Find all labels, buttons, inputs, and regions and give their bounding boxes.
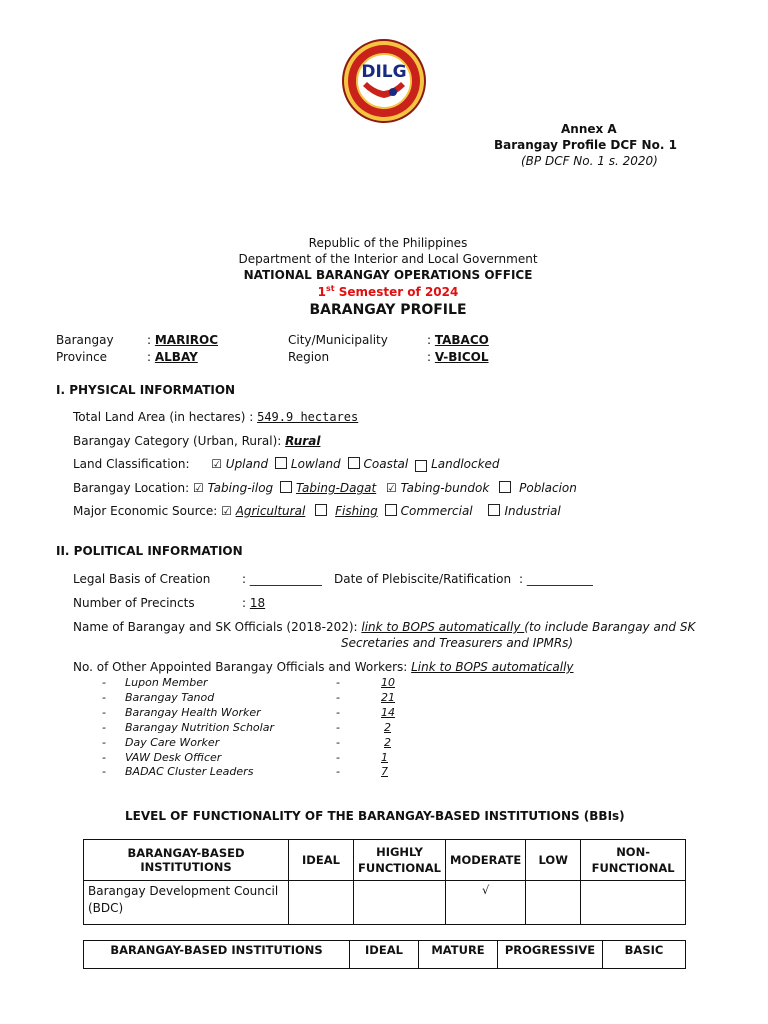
table-cell[interactable] [354, 881, 446, 925]
annex-title: Annex A [561, 122, 617, 136]
worker-count: 2 [384, 721, 391, 734]
tabing-ilog-checkbox[interactable]: ☑ [193, 481, 204, 495]
column-header: MODERATE [446, 840, 526, 881]
city-value: : TABACO [427, 333, 489, 347]
table-cell-checkmark[interactable]: √ [446, 881, 526, 925]
table-cell[interactable] [289, 881, 354, 925]
table-header-row [84, 941, 686, 969]
seal-text: DILG [361, 62, 407, 82]
upland-checkbox[interactable]: ☑ [211, 457, 222, 471]
tabing-dagat-checkbox[interactable] [280, 481, 292, 493]
header-republic: Republic of the Philippines [308, 236, 468, 250]
agricultural-checkbox[interactable]: ☑ [221, 504, 232, 518]
land-area-value: 549.9 hectares [257, 410, 359, 424]
legal-basis-label: Legal Basis of Creation [73, 572, 211, 586]
bbi-maturity-table [83, 940, 686, 969]
land-classification-row: Land Classification: ☑ Upland Lowland Coastal Landlocked [73, 457, 500, 471]
column-header: LOW [526, 840, 581, 881]
bbi-heading: LEVEL OF FUNCTIONALITY OF THE BARANGAY-BASED INSTITUTIONS (BBIs) [125, 809, 625, 823]
appointed-row: No. of Other Appointed Barangay Officials and Workers: Link to BOPS automatically [73, 660, 574, 674]
column-header: BASIC [603, 941, 686, 969]
worker-name: BADAC Cluster Leaders [125, 765, 254, 778]
industrial-checkbox[interactable] [488, 504, 500, 516]
worker-name: Lupon Member [125, 676, 208, 689]
barangay-label: Barangay [56, 333, 114, 347]
tabing-bundok-checkbox[interactable]: ☑ [386, 481, 397, 495]
land-area-row: Total Land Area (in hectares) : 549.9 hectares [73, 410, 359, 424]
province-value: : ALBAY [147, 350, 198, 364]
economic-source-row: Major Economic Source: ☑ Agricultural Fishing Commercial Industrial [73, 504, 561, 518]
list-item: - [102, 765, 106, 778]
physical-heading: I. PHYSICAL INFORMATION [56, 383, 236, 397]
officials-note: Secretaries and Treasurers and IPMRs) [341, 636, 574, 650]
list-item: - [102, 721, 106, 734]
column-header: BARANGAY-BASED INSTITUTIONS [84, 840, 289, 881]
poblacion-checkbox[interactable] [499, 481, 511, 493]
annex-ref: (BP DCF No. 1 s. 2020) [521, 154, 658, 168]
table-cell[interactable] [526, 881, 581, 925]
region-label: Region [288, 350, 330, 364]
worker-name: Barangay Nutrition Scholar [125, 721, 274, 734]
lowland-checkbox[interactable] [275, 457, 287, 469]
table-row [84, 881, 686, 925]
worker-count: 2 [384, 736, 391, 749]
legal-basis-value: : ____________ [242, 572, 322, 586]
page-title: BARANGAY PROFILE [309, 302, 467, 318]
region-value: : V-BICOL [427, 350, 489, 364]
barangay-value: : MARIROC [147, 333, 219, 347]
precincts-value: : 18 [242, 596, 266, 610]
header-semester: 1st Semester of 2024 [317, 284, 459, 299]
city-label: City/Municipality [288, 333, 388, 347]
column-header: NON- FUNCTIONAL [581, 840, 686, 881]
table-cell: Barangay Development Council (BDC) [84, 881, 289, 925]
worker-count: 14 [381, 706, 395, 719]
province-label: Province [56, 350, 108, 364]
bbi-functionality-table [83, 839, 686, 925]
fishing-checkbox[interactable] [315, 504, 327, 516]
column-header: IDEAL [289, 840, 354, 881]
worker-name: Barangay Health Worker [125, 706, 261, 719]
column-header: HIGHLY FUNCTIONAL [354, 840, 446, 881]
officials-row: Name of Barangay and SK Officials (2018-202): link to BOPS automatically (to include Barangay and SK [73, 620, 696, 634]
annex-form: Barangay Profile DCF No. 1 [494, 138, 677, 152]
header-office: NATIONAL BARANGAY OPERATIONS OFFICE [243, 268, 533, 282]
column-header: PROGRESSIVE [498, 941, 603, 969]
worker-count: 1 [381, 751, 388, 764]
political-heading: II. POLITICAL INFORMATION [56, 544, 243, 558]
table-header-row [84, 840, 686, 881]
column-header: IDEAL [350, 941, 419, 969]
column-header: MATURE [419, 941, 498, 969]
table-cell[interactable] [581, 881, 686, 925]
coastal-checkbox[interactable] [348, 457, 360, 469]
list-item: - [102, 706, 106, 719]
worker-name: Day Care Worker [125, 736, 220, 749]
worker-count: 10 [381, 676, 395, 689]
appointed-link[interactable]: Link to BOPS automatically [411, 660, 574, 674]
officials-link[interactable]: link to BOPS automatically [361, 620, 525, 634]
landlocked-checkbox[interactable] [415, 460, 427, 472]
worker-name: VAW Desk Officer [125, 751, 222, 764]
commercial-checkbox[interactable] [385, 504, 397, 516]
list-item: - [102, 736, 106, 749]
category-row: Barangay Category (Urban, Rural): Rural [73, 434, 321, 448]
precincts-label: Number of Precincts [73, 596, 195, 610]
worker-name: Barangay Tanod [125, 691, 215, 704]
list-item: - [102, 691, 106, 704]
plebiscite-label: Date of Plebiscite/Ratification [334, 572, 512, 586]
barangay-location-row: Barangay Location: ☑ Tabing-ilog Tabing-Dagat ☑ Tabing-bundok Poblacion [73, 481, 577, 495]
plebiscite-value: : ___________ [519, 572, 593, 586]
worker-count: 21 [381, 691, 395, 704]
header-department: Department of the Interior and Local Government [238, 252, 538, 266]
column-header: BARANGAY-BASED INSTITUTIONS [84, 941, 350, 969]
list-item: - [102, 676, 106, 689]
worker-count: 7 [381, 765, 388, 778]
list-item: - [102, 751, 106, 764]
